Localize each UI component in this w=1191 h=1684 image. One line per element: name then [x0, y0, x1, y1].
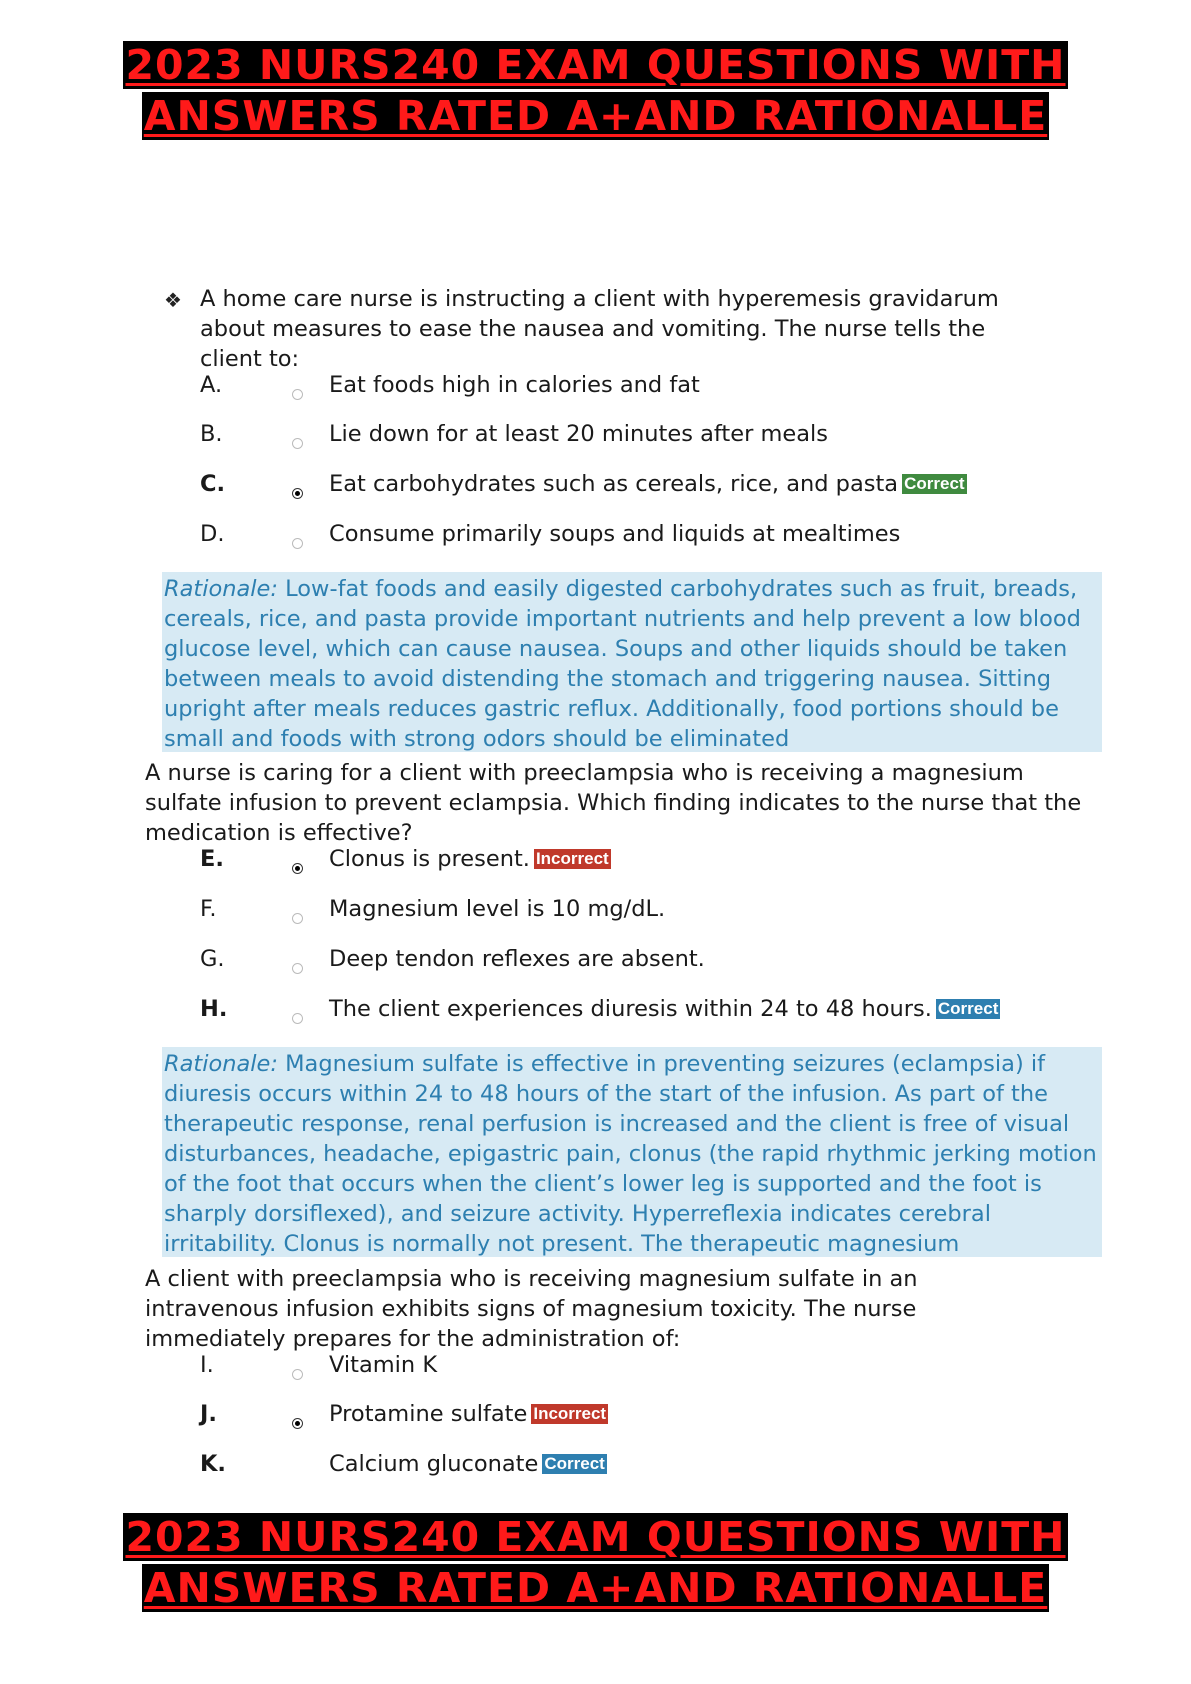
option-text-wrap — [329, 1451, 607, 1477]
rationale-box-1 — [162, 572, 1102, 752]
option-text: Protamine sulfate — [329, 1401, 528, 1427]
option-text: Lie down for at least 20 minutes after meals — [329, 421, 828, 447]
rationale-text: Magnesium sulfate is effective in preventing seizures (eclampsia) if diuresis occurs within 24 to 48 hours of the start of the infusion. As part of the therapeutic response, renal perfusion is increased and the client is free of visual disturbances, headache, epigastric pain, clonus (the rapid rhythmic jerking motion of the foot that occurs when the client’s lower leg is supported and the foot is sharply dorsiflexed), and seizure activity. Hyperreflexia indicates cerebral irritability. Clonus is normally not present. The therapeutic magnesium — [164, 1051, 1097, 1257]
option-text: Eat carbohydrates such as cereals, rice, and pasta — [329, 471, 899, 497]
correct-badge: Correct — [904, 474, 965, 493]
option-h[interactable] — [0, 996, 1191, 1028]
option-text-wrap — [329, 846, 611, 872]
option-c[interactable] — [0, 471, 1191, 503]
rationale-box-2 — [162, 1047, 1102, 1257]
radio-button[interactable] — [292, 438, 303, 449]
option-text-wrap — [329, 996, 1000, 1022]
option-k[interactable] — [0, 1451, 1191, 1483]
diamond-bullet-icon: ❖ — [164, 288, 182, 312]
option-text-wrap — [329, 1401, 608, 1427]
header-banner — [0, 40, 1191, 142]
option-i[interactable] — [0, 1352, 1191, 1384]
correct-badge: Correct — [544, 1454, 605, 1473]
radio-button-selected[interactable] — [292, 488, 303, 499]
rationale-label: Rationale: — [164, 1051, 278, 1077]
option-e[interactable] — [0, 846, 1191, 878]
radio-button[interactable] — [292, 389, 303, 400]
option-text: Vitamin K — [329, 1352, 438, 1378]
option-text: The client experiences diuresis within 24 to 48 hours. — [329, 996, 932, 1022]
banner-line-1: 2023 NURS240 EXAM QUESTIONS WITH — [125, 1513, 1066, 1561]
option-text: Consume primarily soups and liquids at mealtimes — [329, 521, 901, 547]
option-letter: D. — [200, 521, 225, 547]
option-b[interactable] — [0, 421, 1191, 453]
option-f[interactable] — [0, 896, 1191, 928]
radio-button[interactable] — [292, 913, 303, 924]
option-letter: C. — [200, 471, 226, 497]
footer-banner — [0, 1512, 1191, 1614]
option-j[interactable] — [0, 1401, 1191, 1433]
rationale-text: Low-fat foods and easily digested carbohydrates such as fruit, breads, cereals, rice, and pasta provide important nutrients and help prevent a low blood glucose level, which can cause nausea. Soups and other liquids should be taken between meals to avoid distending the stomach and triggering nausea. Sitting upright after meals reduces gastric reflux. Additionally, food portions should be small and foods with strong odors should be eliminated — [164, 576, 1081, 752]
option-a[interactable] — [0, 372, 1191, 404]
banner-line-1: 2023 NURS240 EXAM QUESTIONS WITH — [125, 41, 1066, 89]
option-letter: B. — [200, 421, 223, 447]
rationale-label: Rationale: — [164, 576, 278, 602]
incorrect-badge: Incorrect — [533, 1404, 607, 1423]
option-text: Clonus is present. — [329, 846, 530, 872]
banner-line-2: ANSWERS RATED A+AND RATIONALLE — [143, 1564, 1048, 1612]
option-letter: A. — [200, 372, 223, 398]
radio-button-selected[interactable] — [292, 1418, 303, 1429]
option-g[interactable] — [0, 946, 1191, 978]
correct-badge: Correct — [937, 999, 999, 1018]
radio-button-selected[interactable] — [292, 863, 303, 874]
option-letter: F. — [200, 896, 217, 922]
option-text: Deep tendon reflexes are absent. — [329, 946, 705, 972]
option-letter: K. — [200, 1451, 226, 1477]
banner-line-2: ANSWERS RATED A+AND RATIONALLE — [143, 92, 1048, 140]
question-3-text: A client with preeclampsia who is receiving magnesium sulfate in an intravenous infusion exhibits signs of magnesium toxicity. The nurse immediately prepares for the administration of: — [145, 1266, 918, 1352]
option-text: Calcium gluconate — [329, 1451, 539, 1477]
option-letter: G. — [200, 946, 225, 972]
option-letter: H. — [200, 996, 228, 1022]
option-text: Eat foods high in calories and fat — [329, 372, 700, 398]
option-d[interactable] — [0, 521, 1191, 553]
option-letter: I. — [200, 1352, 214, 1378]
question-2-text: A nurse is caring for a client with preeclampsia who is receiving a magnesium sulfate infusion to prevent eclampsia. Which finding indicates to the nurse that the medication is effective? — [145, 760, 1082, 846]
radio-button[interactable] — [292, 963, 303, 974]
radio-button[interactable] — [292, 1369, 303, 1380]
question-1-text: A home care nurse is instructing a client with hyperemesis gravidarum about measures to ease the nausea and vomiting. The nurse tells the client to: — [200, 286, 999, 372]
radio-button[interactable] — [292, 538, 303, 549]
radio-button[interactable] — [292, 1013, 303, 1024]
option-text: Magnesium level is 10 mg/dL. — [329, 896, 666, 922]
option-text-wrap — [329, 471, 967, 497]
option-letter: E. — [200, 846, 224, 872]
incorrect-badge: Incorrect — [535, 849, 609, 868]
option-letter: J. — [200, 1401, 217, 1427]
